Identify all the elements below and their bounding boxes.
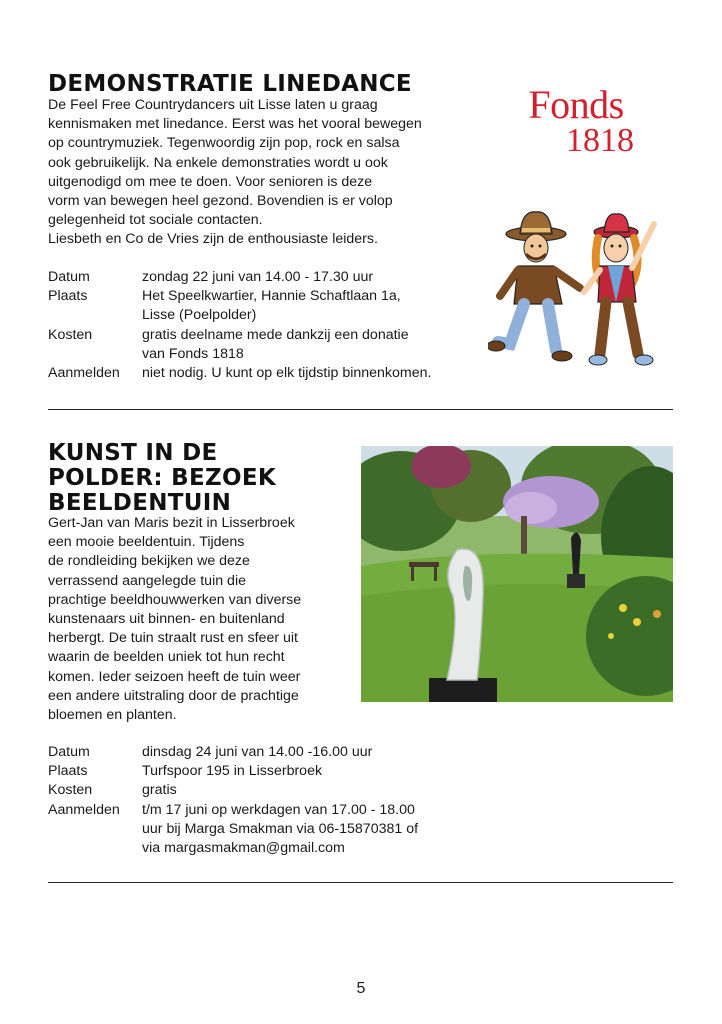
paragraph-line: gelegenheid tot sociale contacten. bbox=[48, 212, 263, 229]
detail-value: t/m 17 juni op werkdagen van 17.00 - 18.00 bbox=[142, 801, 415, 818]
paragraph-line: verrassend aangelegde tuin die bbox=[48, 572, 246, 589]
paragraph-line: een mooie beeldentuin. Tijdens bbox=[48, 534, 245, 551]
paragraph-line: Gert-Jan van Maris bezit in Lisserbroek bbox=[48, 515, 295, 531]
paragraph-line: bloemen en planten. bbox=[48, 707, 177, 724]
sculpture-garden-photo bbox=[361, 446, 673, 702]
title-line: KUNST IN DE bbox=[48, 440, 218, 466]
detail-value: Het Speelkwartier, Hannie Schaftlaan 1a, bbox=[142, 288, 401, 305]
detail-row-location bbox=[48, 287, 431, 325]
detail-label: Kosten bbox=[48, 326, 93, 343]
detail-row-costs bbox=[48, 326, 431, 364]
title-line: POLDER: BEZOEK bbox=[48, 465, 276, 491]
paragraph-line: op countrymuziek. Tegenwoordig zijn pop, rock en salsa bbox=[48, 135, 400, 152]
section2-title bbox=[48, 441, 276, 516]
section1-paragraph bbox=[48, 96, 422, 250]
paragraph-line: een andere uitstraling door de prachtige bbox=[48, 687, 299, 704]
detail-value: uur bij Marga Smakman via 06-15870381 of bbox=[142, 820, 419, 837]
detail-row-date bbox=[48, 743, 418, 762]
section2-details bbox=[48, 743, 418, 858]
cowboy-figure bbox=[488, 212, 580, 361]
detail-label: Plaats bbox=[48, 763, 88, 780]
section1-title: DEMONSTRATIE LINEDANCE bbox=[48, 71, 412, 97]
logo-text: Fonds bbox=[528, 82, 624, 127]
detail-value: gratis bbox=[142, 782, 177, 799]
detail-label: Plaats bbox=[48, 288, 88, 305]
detail-value: gratis deelname mede dankzij een donatie bbox=[142, 326, 409, 343]
detail-row-location bbox=[48, 762, 418, 781]
detail-label: Aanmelden bbox=[48, 365, 120, 382]
section-divider bbox=[48, 409, 673, 410]
paragraph-line: kunstenaars uit binnen- en buitenland bbox=[48, 611, 285, 628]
detail-row-registration bbox=[48, 801, 418, 859]
detail-label: Aanmelden bbox=[48, 801, 120, 818]
cowgirl-figure bbox=[584, 214, 654, 365]
detail-row-date bbox=[48, 268, 431, 287]
detail-value: zondag 22 juni van 14.00 - 17.30 uur bbox=[142, 269, 374, 285]
section1-details bbox=[48, 268, 431, 383]
paragraph-line: de rondleiding bekijken we deze bbox=[48, 553, 250, 570]
detail-row-registration bbox=[48, 364, 431, 383]
detail-value: Lisse (Poelpolder) bbox=[142, 307, 257, 324]
detail-row-costs bbox=[48, 781, 418, 800]
paragraph-line: komen. Ieder seizoen heeft de tuin weer bbox=[48, 668, 301, 685]
paragraph-line: ook gebruikelijk. Na enkele demonstraties wordt u ook bbox=[48, 154, 388, 171]
detail-value: dinsdag 24 juni van 14.00 -16.00 uur bbox=[142, 744, 373, 760]
paragraph-line: Liesbeth en Co de Vries zijn de enthousiaste leiders. bbox=[48, 231, 378, 248]
title-line: BEELDENTUIN bbox=[48, 490, 232, 516]
fonds-1818-logo bbox=[516, 82, 636, 159]
email-address[interactable]: via margasmakman@gmail.com bbox=[142, 840, 345, 857]
detail-value: niet nodig. U kunt op elk tijdstip binnenkomen. bbox=[142, 365, 432, 382]
paragraph-line: uitgenodigd om mee te doen. Voor senioren is deze bbox=[48, 173, 373, 190]
paragraph-line: kennismaken met linedance. Eerst was het vooral bewegen bbox=[48, 116, 422, 133]
page-number: 5 bbox=[356, 980, 366, 997]
detail-label: Kosten bbox=[48, 782, 93, 799]
paragraph-line: waarin de beelden uniek tot hun recht bbox=[48, 649, 285, 666]
section2-paragraph bbox=[48, 514, 301, 725]
paragraph-line: vorm van bewegen heel gezond. Bovendien is er volop bbox=[48, 193, 393, 210]
paragraph-line: prachtige beeldhouwwerken van diverse bbox=[48, 591, 302, 608]
cowboy-dancers-illustration bbox=[488, 204, 668, 384]
section-divider bbox=[48, 882, 673, 883]
paragraph-line: De Feel Free Countrydancers uit Lisse laten u graag bbox=[48, 97, 378, 113]
detail-label: Datum bbox=[48, 269, 90, 285]
detail-label: Datum bbox=[48, 744, 90, 760]
detail-value: Turfspoor 195 in Lisserbroek bbox=[142, 763, 323, 780]
detail-value: van Fonds 1818 bbox=[142, 345, 244, 362]
paragraph-line: herbergt. De tuin straalt rust en sfeer uit bbox=[48, 630, 298, 647]
logo-number: 1818 bbox=[566, 122, 634, 159]
